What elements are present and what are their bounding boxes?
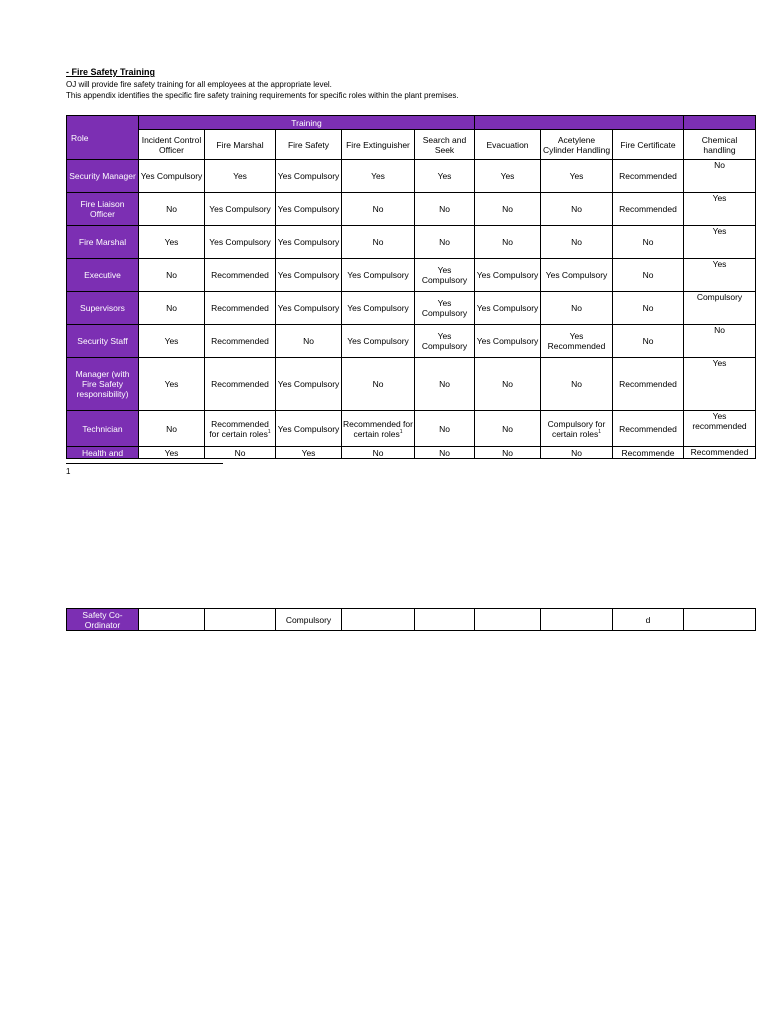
role-cell: Manager (with Fire Safety responsibility): [67, 358, 139, 411]
table-cell: No: [139, 292, 205, 325]
table-cell: Recommended: [613, 411, 684, 447]
role-cell: Fire Marshal: [67, 226, 139, 259]
table-cell: No: [475, 411, 541, 447]
table-cell: Yes Compulsory: [475, 325, 541, 358]
continuation-body: [67, 609, 756, 631]
table-cell: No: [475, 226, 541, 259]
table-cell: No: [415, 447, 475, 459]
table-cell: [205, 609, 276, 631]
table-cell: Yes Compulsory: [276, 193, 342, 226]
table-cell: No: [342, 226, 415, 259]
table-cell: No: [475, 447, 541, 459]
table-cell: Recommended: [205, 292, 276, 325]
table-cell: Yes: [276, 447, 342, 459]
table-cell: Yes Compulsory: [342, 259, 415, 292]
table-cell: Yes Compulsory: [342, 325, 415, 358]
table-cell: [205, 411, 276, 447]
table-cell: Yes Compulsory: [276, 226, 342, 259]
table-cell: Recommended: [205, 325, 276, 358]
training-header: Training: [139, 116, 475, 130]
table-cell: No: [342, 447, 415, 459]
table-cell: Yes: [205, 160, 276, 193]
table-cell: No: [415, 358, 475, 411]
table-row: [67, 411, 756, 447]
table-cell: No: [684, 325, 756, 358]
table-cell: Yes Compulsory: [276, 411, 342, 447]
intro-line-2: This appendix identifies the specific fire safety training requirements for specific roles within the plant premises.: [66, 91, 459, 100]
table-body: [67, 160, 756, 459]
table-cell: No: [541, 292, 613, 325]
table-cell: No: [276, 325, 342, 358]
table-cell: [415, 609, 475, 631]
cell-text: Recommended for certain roles: [343, 418, 413, 439]
table-cell: Yes: [475, 160, 541, 193]
training-table: [66, 115, 756, 459]
table-cell: d: [613, 609, 684, 631]
footnote-ref: 1: [399, 428, 403, 435]
table-cell: Yes Recommended: [541, 325, 613, 358]
footnote-mark: 1: [66, 467, 71, 476]
role-cell: Executive: [67, 259, 139, 292]
table-cell: No: [139, 193, 205, 226]
table-row: [67, 193, 756, 226]
table-row: [67, 447, 756, 459]
cell-text: Recommended for certain roles: [209, 418, 269, 439]
table-cell: Yes Compulsory: [276, 160, 342, 193]
table-cell: Compulsory: [684, 292, 756, 325]
table-cell: No: [139, 259, 205, 292]
table-cell: [342, 609, 415, 631]
table-cell: [475, 609, 541, 631]
table-cell: No: [613, 292, 684, 325]
role-cell: Health and: [67, 447, 139, 459]
table-cell: No: [475, 358, 541, 411]
table-cell: Yes Compulsory: [139, 160, 205, 193]
table-cell: No: [415, 193, 475, 226]
role-header: Role: [67, 116, 139, 160]
table-cell: [342, 411, 415, 447]
table-cell: No: [342, 358, 415, 411]
table-cell: Yes Compulsory: [276, 292, 342, 325]
training-header-filler-end: [684, 116, 756, 130]
table-cell: No: [475, 193, 541, 226]
table-cell: No: [415, 411, 475, 447]
training-header-filler: [475, 116, 684, 130]
table-cell: [139, 609, 205, 631]
table-cell: No: [342, 193, 415, 226]
table-cell: Recommended: [613, 358, 684, 411]
table-cell: Yes Compulsory: [205, 226, 276, 259]
intro-line-1: OJ will provide fire safety training for all employees at the appropriate level.: [66, 80, 332, 89]
col-header-fire-safety: Fire Safety: [276, 130, 342, 160]
table-cell: No: [541, 358, 613, 411]
section-title: - Fire Safety Training: [66, 67, 156, 77]
table-cell: No: [415, 226, 475, 259]
role-cell: Technician: [67, 411, 139, 447]
col-header-incident-control-officer: Incident Control Officer: [139, 130, 205, 160]
table-cell: Yes Compulsory: [475, 259, 541, 292]
table-cell: Recommended: [613, 193, 684, 226]
col-header-fire-extinguisher: Fire Extinguisher: [342, 130, 415, 160]
table-row: [67, 358, 756, 411]
table-cell: Yes Compulsory: [475, 292, 541, 325]
table-cell: No: [613, 259, 684, 292]
table-cell: [541, 609, 613, 631]
table-cell: Recommended: [205, 259, 276, 292]
table-cell: Yes Compulsory: [276, 259, 342, 292]
table-cell: No: [684, 160, 756, 193]
table-cell: Yes: [415, 160, 475, 193]
table-row: [67, 259, 756, 292]
table-cell: Yes: [684, 358, 756, 411]
table-cell: Yes Compulsory: [541, 259, 613, 292]
table-cell: Recommended: [205, 358, 276, 411]
col-header-fire-marshal: Fire Marshal: [205, 130, 276, 160]
table-row: [67, 325, 756, 358]
table-cell: Yes: [684, 259, 756, 292]
table-cell: Yes Compulsory: [415, 259, 475, 292]
table-cell: No: [613, 226, 684, 259]
footnote-separator: [66, 463, 223, 464]
table-cell: [684, 609, 756, 631]
table-cell: No: [541, 226, 613, 259]
table-cell: Yes: [139, 358, 205, 411]
col-header-fire-certificate: Fire Certificate: [613, 130, 684, 160]
table-row: [67, 226, 756, 259]
table-cell: No: [205, 447, 276, 459]
training-table-continuation: [66, 608, 756, 631]
role-cell: Safety Co-Ordinator: [67, 609, 139, 631]
col-header-search-and-seek: Search and Seek: [415, 130, 475, 160]
table-cell: No: [613, 325, 684, 358]
table-cell: Yes: [342, 160, 415, 193]
table-cell: Recommended: [684, 447, 756, 459]
role-cell: Fire Liaison Officer: [67, 193, 139, 226]
role-cell: Security Manager: [67, 160, 139, 193]
table-cell: Yes Compulsory: [276, 358, 342, 411]
table-cell: No: [541, 193, 613, 226]
col-header-chemical-handling: Chemical handling: [684, 130, 756, 160]
table-cell: Recommende: [613, 447, 684, 459]
role-cell: Supervisors: [67, 292, 139, 325]
table-cell: Yes: [139, 447, 205, 459]
table-cell: Yes recommended: [684, 411, 756, 447]
table-cell: No: [139, 411, 205, 447]
table-cell: Yes: [139, 226, 205, 259]
table-cell: [541, 411, 613, 447]
table-cell: Yes Compulsory: [415, 325, 475, 358]
table-cell: Yes: [139, 325, 205, 358]
table-cell: Compulsory: [276, 609, 342, 631]
role-cell: Security Staff: [67, 325, 139, 358]
footnote-ref: 1: [267, 428, 271, 435]
footnote-ref: 1: [598, 428, 602, 435]
col-header-acetylene-cylinder-handling: Acetylene Cylinder Handling: [541, 130, 613, 160]
table-row: [67, 292, 756, 325]
table-cell: Yes: [684, 193, 756, 226]
table-cell: Yes: [541, 160, 613, 193]
table-cell: Yes: [684, 226, 756, 259]
table-cell: Recommended: [613, 160, 684, 193]
table-row: [67, 160, 756, 193]
table-cell: No: [541, 447, 613, 459]
table-row: [67, 609, 756, 631]
table-cell: Yes Compulsory: [205, 193, 276, 226]
table-cell: Yes Compulsory: [415, 292, 475, 325]
cell-text: Compulsory for certain roles: [547, 418, 606, 439]
table-cell: Yes Compulsory: [342, 292, 415, 325]
col-header-evacuation: Evacuation: [475, 130, 541, 160]
